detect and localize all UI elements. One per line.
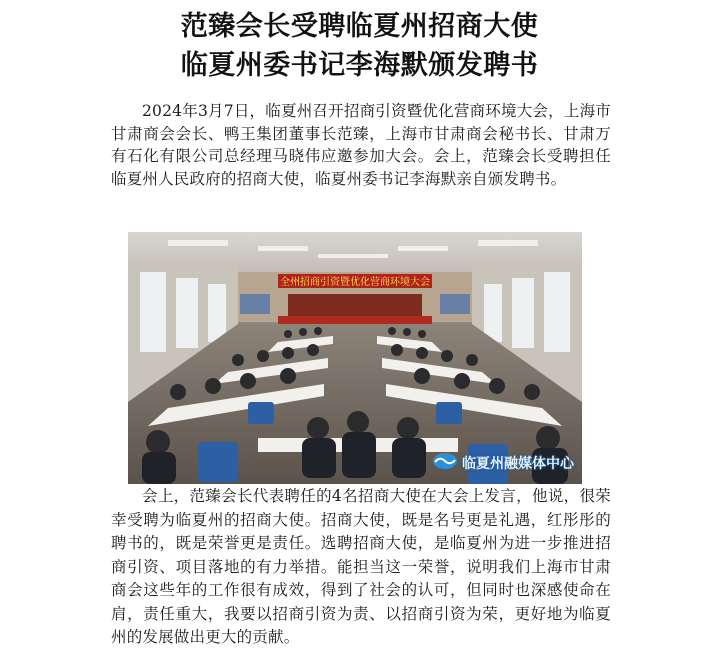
media-watermark bbox=[432, 452, 574, 474]
stage-banner: 全州招商引资暨优化营商环境大会 bbox=[280, 277, 430, 288]
headline-line1: 范臻会长受聘临夏州招商大使 bbox=[180, 11, 539, 42]
conference-photo bbox=[128, 232, 582, 484]
watermark-text: 临夏州融媒体中心 bbox=[462, 456, 574, 472]
article-paragraph-2: 会上，范臻会长代表聘任的4名招商大使在大会上发言，他说，很荣幸受聘为临夏州的招商大使。招商大使，既是名号更是礼遇，红彤彤的聘书的，既是荣誉更是责任。选聘招商大使，是临夏州为进一步推进招商引资、项目落地的有力举措。能担当这一荣誉，说明我们上海市甘肃商会这些年的工作很有成效，得到了社会的认可，但同时也深感使命在肩，责任重大，我要以招商引资为责、以招商引资为荣，更好地为临夏州的发展做出更大的贡献。 bbox=[111, 487, 611, 646]
wave-logo-icon bbox=[432, 452, 458, 474]
conference-hall-illustration bbox=[128, 232, 582, 484]
article-paragraph-1: 2024年3月7日，临夏州召开招商引资暨优化营商环境大会，上海市甘肃商会会长、鸭王集团董事长范臻，上海市甘肃商会秘书长、甘肃万有石化有限公司总经理马晓伟应邀参加大会。会上，范臻会长受聘担任临夏州人民政府的招商大使，临夏州委书记李海默亲自颁发聘书。 bbox=[111, 102, 611, 188]
headline-line2: 临夏州委书记李海默颁发聘书 bbox=[180, 50, 539, 81]
